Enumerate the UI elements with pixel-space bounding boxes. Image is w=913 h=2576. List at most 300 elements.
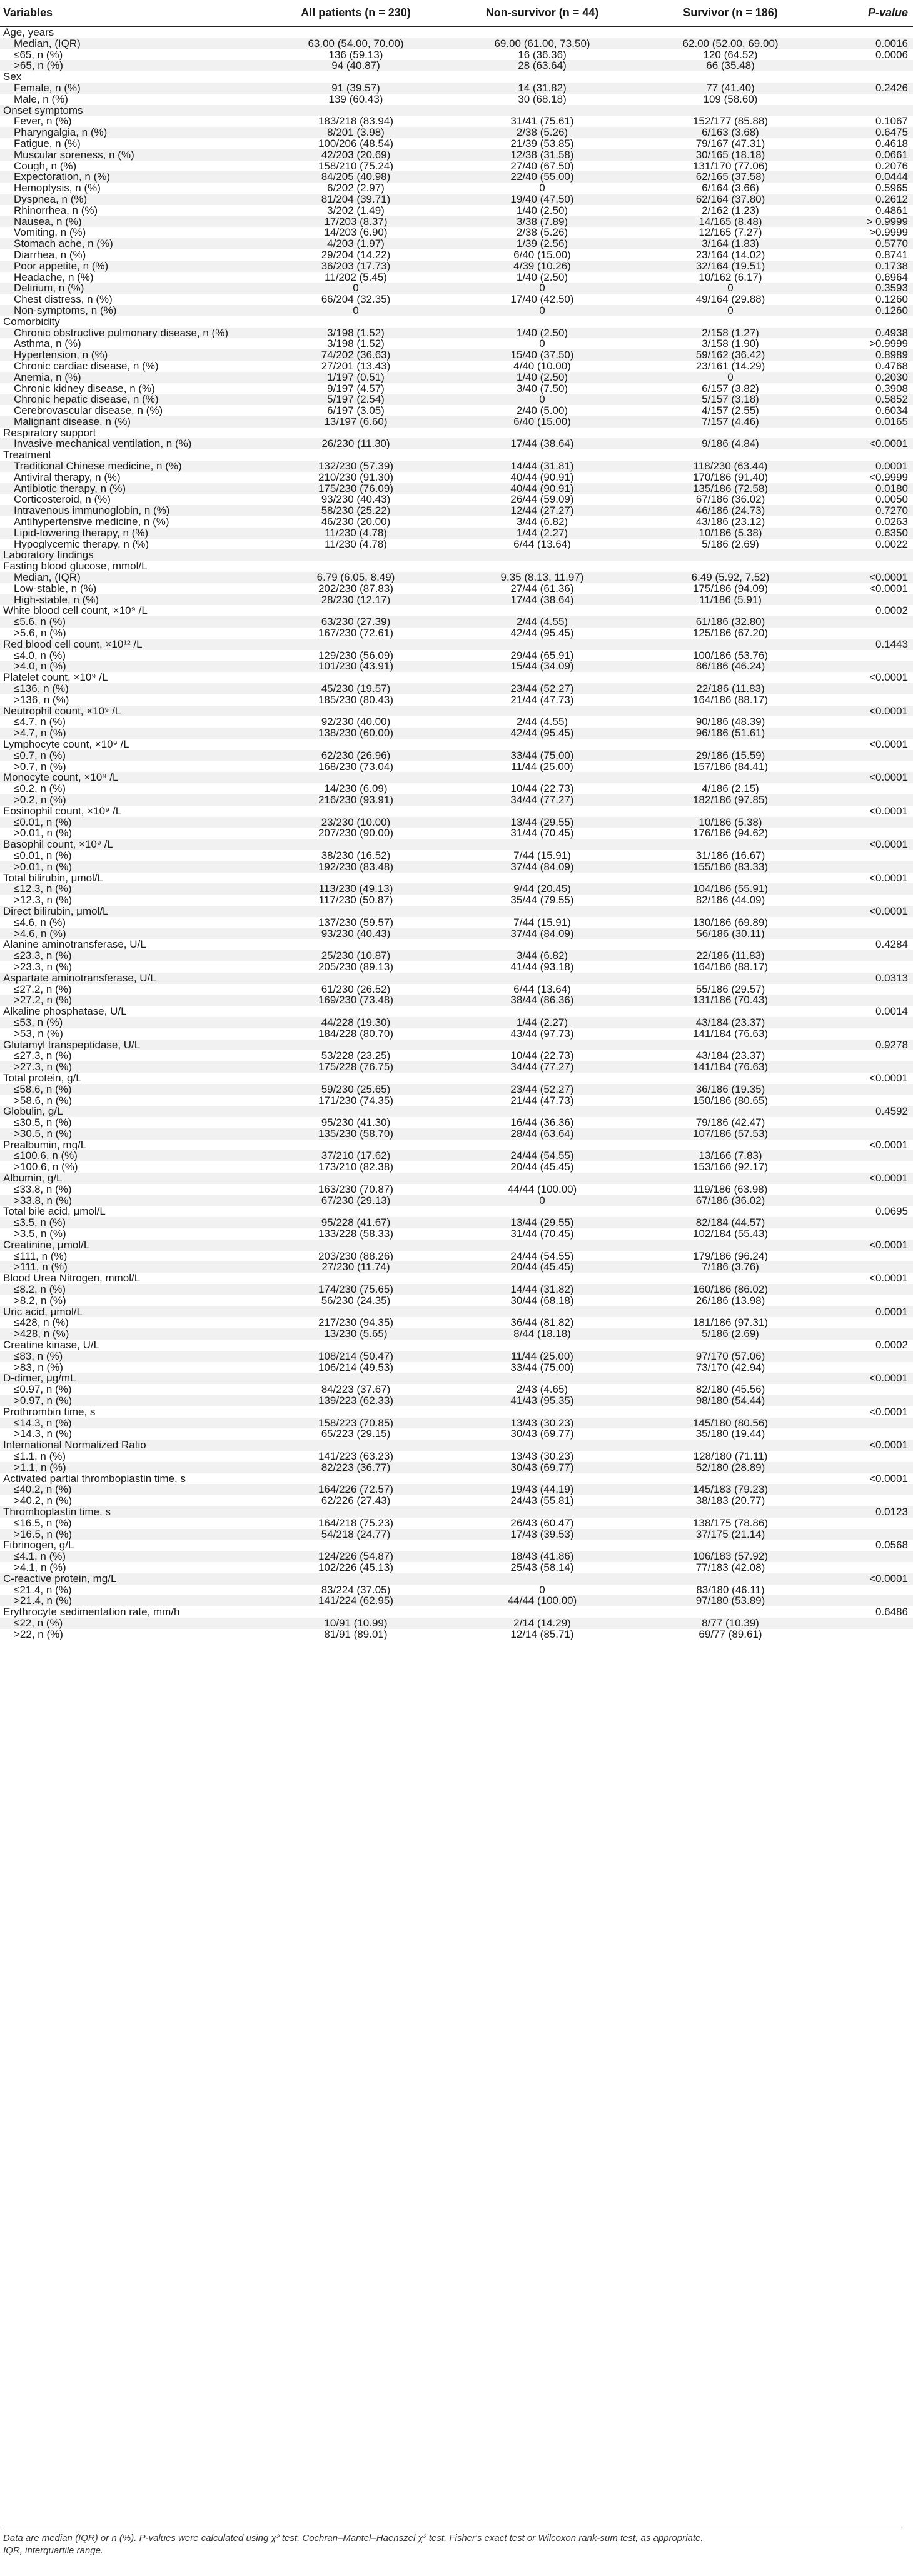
- cell-survivor: [635, 973, 825, 984]
- cell-survivor: [635, 772, 825, 783]
- cell-survivor: 77/183 (42.08): [695, 1561, 765, 1573]
- cell-p-value: [825, 917, 913, 928]
- row-label: >83, n (%): [14, 1361, 63, 1373]
- cell-non-survivor: 10/44 (22.73): [510, 1050, 574, 1062]
- cell-p-value: [825, 1017, 913, 1028]
- cell-all-patients: [263, 1340, 449, 1351]
- cell-survivor: 131/170 (77.06): [692, 160, 769, 172]
- table-row: [0, 1529, 913, 1540]
- cell-non-survivor: 13/44 (29.55): [449, 1217, 635, 1228]
- row-label: Basophil count, ×10⁹ /L: [0, 839, 263, 850]
- cell-survivor: 55/186 (29.57): [695, 983, 765, 995]
- cell-all-patients: 11/230 (4.78): [325, 538, 387, 550]
- row-label: >111, n (%): [0, 1261, 263, 1273]
- row-label: Blood Urea Nitrogen, mmol/L: [3, 1273, 141, 1285]
- row-label: Fatigue, n (%): [14, 138, 81, 149]
- section-row: [0, 739, 913, 750]
- table-row: [0, 1150, 913, 1161]
- cell-p-value: 0.0444: [825, 171, 913, 183]
- cell-survivor: [635, 71, 825, 83]
- cell-survivor: 104/186 (55.91): [635, 883, 825, 895]
- cell-survivor: [635, 1240, 825, 1251]
- cell-p-value: <0.0001: [869, 1406, 908, 1418]
- cell-p-value: [825, 1529, 913, 1540]
- cell-survivor: [635, 839, 825, 850]
- row-label: D-dimer, μg/mL: [0, 1373, 263, 1384]
- row-label: >4.0, n (%): [0, 661, 263, 672]
- cell-non-survivor: [449, 1440, 635, 1451]
- cell-non-survivor: 33/44 (75.00): [449, 750, 635, 761]
- cell-non-survivor: 24/44 (54.55): [510, 1250, 574, 1262]
- table-row: [0, 1462, 913, 1473]
- section-row: [0, 428, 913, 439]
- cell-non-survivor: 34/44 (77.27): [449, 1061, 635, 1073]
- cell-non-survivor: 12/14 (85.71): [510, 1628, 574, 1640]
- row-label: Creatinine, μmol/L: [0, 1240, 263, 1251]
- cell-p-value: [825, 26, 913, 38]
- table-row: [0, 483, 913, 494]
- cell-p-value: [825, 1551, 913, 1562]
- cell-all-patients: 38/230 (16.52): [321, 849, 391, 861]
- section-row: [0, 316, 913, 328]
- row-label: ≤4.6, n (%): [14, 916, 66, 928]
- cell-survivor: 52/180 (28.89): [635, 1462, 825, 1473]
- cell-non-survivor: 23/44 (52.27): [449, 1084, 635, 1095]
- table-row: [0, 1228, 913, 1240]
- row-label: >27.2, n (%): [0, 995, 263, 1006]
- row-label: >1.1, n (%): [0, 1462, 263, 1473]
- table-row: [0, 1251, 913, 1262]
- cell-non-survivor: [449, 906, 635, 917]
- cell-non-survivor: 3/44 (6.82): [516, 516, 568, 528]
- cell-survivor: [635, 1373, 825, 1384]
- cell-p-value: 0.0123: [825, 1506, 913, 1518]
- cell-p-value: 0.0001: [825, 461, 913, 472]
- cell-non-survivor: 9/44 (20.45): [449, 883, 635, 895]
- cell-all-patients: 171/230 (74.35): [318, 1095, 394, 1106]
- table-row: [0, 594, 913, 606]
- cell-all-patients: [263, 1573, 449, 1585]
- cell-all-patients: 91 (39.57): [263, 83, 449, 94]
- cell-p-value: [825, 105, 913, 116]
- row-label: Invasive mechanical ventilation, n (%): [0, 438, 263, 449]
- row-label: Chronic hepatic disease, n (%): [0, 394, 263, 405]
- header-row: [0, 0, 913, 26]
- cell-survivor: [635, 906, 825, 917]
- row-label: >40.2, n (%): [14, 1495, 73, 1506]
- section-row: [0, 706, 913, 717]
- cell-p-value: [825, 616, 913, 628]
- cell-survivor: 164/186 (88.17): [692, 694, 769, 706]
- row-label: ≤14.3, n (%): [0, 1418, 263, 1429]
- row-label: ≤12.3, n (%): [0, 883, 263, 895]
- cell-p-value: 0.4938: [825, 328, 913, 339]
- cell-non-survivor: 40/44 (90.91): [449, 483, 635, 494]
- cell-non-survivor: 21/39 (53.85): [510, 138, 574, 149]
- table-row: [0, 1317, 913, 1328]
- cell-non-survivor: 19/40 (47.50): [449, 194, 635, 205]
- cell-all-patients: 36/203 (17.73): [263, 261, 449, 272]
- table-row: [0, 516, 913, 528]
- cell-non-survivor: [449, 1106, 635, 1117]
- cell-all-patients: [263, 1440, 449, 1451]
- table-row: [0, 928, 913, 940]
- cell-all-patients: [263, 1506, 449, 1518]
- cell-all-patients: [263, 672, 449, 683]
- cell-non-survivor: 15/40 (37.50): [449, 349, 635, 361]
- cell-survivor: [635, 1506, 825, 1518]
- cell-p-value: 0.2612: [825, 194, 913, 205]
- cell-survivor: 12/165 (7.27): [699, 227, 762, 239]
- cell-all-patients: 61/230 (26.52): [321, 983, 391, 995]
- table-row: [0, 995, 913, 1006]
- cell-non-survivor: 40/44 (90.91): [510, 471, 574, 483]
- cell-p-value: [825, 60, 913, 71]
- cell-non-survivor: 14/44 (31.82): [449, 1284, 635, 1295]
- cell-p-value: > 0.9999: [825, 216, 913, 228]
- row-label: Creatine kinase, U/L: [3, 1340, 100, 1351]
- section-row: [0, 973, 913, 984]
- cell-all-patients: 26/230 (11.30): [263, 438, 449, 449]
- row-label: ≤4.7, n (%): [14, 716, 66, 728]
- row-label: Hypertension, n (%): [0, 349, 263, 361]
- cell-p-value: 0.2076: [875, 160, 908, 172]
- cell-all-patients: 184/228 (80.70): [318, 1028, 394, 1040]
- cell-survivor: 77 (41.40): [635, 83, 825, 94]
- cell-p-value: <0.0001: [825, 839, 913, 850]
- cell-p-value: [825, 1629, 913, 1640]
- row-label: Chronic kidney disease, n (%): [14, 383, 155, 394]
- cell-all-patients: 158/210 (75.24): [318, 160, 394, 172]
- cell-p-value: 0.0661: [825, 149, 913, 161]
- cell-all-patients: [263, 639, 449, 650]
- cell-non-survivor: 41/44 (93.18): [510, 961, 574, 973]
- cell-non-survivor: 22/40 (55.00): [449, 171, 635, 183]
- row-label: >5.6, n (%): [14, 628, 66, 639]
- row-label: Male, n (%): [14, 93, 68, 105]
- row-label: ≤16.5, n (%): [14, 1517, 72, 1529]
- cell-p-value: <0.0001: [825, 572, 913, 583]
- table-row: [0, 1428, 913, 1440]
- cell-non-survivor: [449, 1040, 635, 1051]
- cell-p-value: [825, 549, 913, 561]
- cell-non-survivor: 35/44 (79.55): [510, 895, 574, 906]
- row-label: Treatment: [3, 449, 51, 461]
- section-row: [0, 939, 913, 950]
- cell-survivor: 7/157 (4.46): [635, 416, 825, 428]
- cell-p-value: [825, 995, 913, 1006]
- cell-non-survivor: 14/44 (31.81): [449, 461, 635, 472]
- cell-non-survivor: 42/44 (95.45): [449, 728, 635, 739]
- cell-non-survivor: 1/40 (2.50): [516, 271, 568, 283]
- cell-all-patients: 205/230 (89.13): [318, 961, 394, 973]
- row-label: Expectoration, n (%): [0, 171, 263, 183]
- cell-all-patients: 94 (40.87): [263, 60, 449, 71]
- cell-p-value: <0.0001: [825, 1173, 913, 1184]
- cell-survivor: 130/186 (69.89): [692, 916, 769, 928]
- cell-all-patients: 169/230 (73.48): [263, 995, 449, 1006]
- cell-non-survivor: 17/43 (39.53): [449, 1529, 635, 1540]
- cell-survivor: 97/170 (57.06): [635, 1351, 825, 1362]
- row-label: Non-symptoms, n (%): [0, 305, 263, 316]
- cell-p-value: [825, 750, 913, 761]
- cell-p-value: <0.0001: [825, 772, 913, 783]
- table-row: [0, 294, 913, 305]
- section-row: [0, 806, 913, 817]
- cell-all-patients: 54/218 (24.77): [263, 1529, 449, 1540]
- cell-survivor: 38/183 (20.77): [695, 1495, 765, 1506]
- cell-non-survivor: [449, 1606, 635, 1618]
- cell-non-survivor: 1/40 (2.50): [449, 372, 635, 383]
- cell-all-patients: 83/224 (37.05): [321, 1584, 391, 1596]
- table-row: [0, 461, 913, 472]
- cell-survivor: 56/186 (30.11): [635, 928, 825, 940]
- cell-survivor: [635, 1340, 825, 1351]
- cell-all-patients: 175/230 (76.09): [263, 483, 449, 494]
- table-row: [0, 1095, 913, 1106]
- row-label: Median, (IQR): [0, 38, 263, 49]
- row-label: Thromboplastin time, s: [0, 1506, 263, 1518]
- cell-non-survivor: 3/44 (6.82): [449, 950, 635, 961]
- table-row: [0, 494, 913, 505]
- cell-survivor: 98/180 (54.44): [635, 1395, 825, 1406]
- row-label: Albumin, g/L: [0, 1173, 263, 1184]
- row-label: >53, n (%): [14, 1028, 63, 1040]
- table-row: [0, 1161, 913, 1173]
- cell-p-value: 0.6964: [875, 271, 908, 283]
- cell-p-value: <0.0001: [869, 805, 908, 817]
- cell-p-value: [825, 1462, 913, 1473]
- row-label: Antibiotic therapy, n (%): [0, 483, 263, 494]
- table-row: [0, 750, 913, 761]
- cell-all-patients: 3/198 (1.52): [263, 328, 449, 339]
- cell-non-survivor: 29/44 (65.91): [510, 649, 574, 661]
- row-label: Asthma, n (%): [14, 338, 81, 350]
- cell-non-survivor: [449, 1140, 635, 1151]
- row-label: ≤33.8, n (%): [14, 1183, 72, 1195]
- cell-p-value: <0.0001: [869, 872, 908, 884]
- cell-all-patients: 3/198 (1.52): [327, 338, 385, 350]
- row-label: >4.6, n (%): [0, 928, 263, 940]
- cell-non-survivor: 21/44 (47.73): [510, 694, 574, 706]
- cell-survivor: 160/186 (86.02): [635, 1284, 825, 1295]
- table-row: [0, 505, 913, 516]
- table-row: [0, 828, 913, 839]
- cell-all-patients: [263, 772, 449, 783]
- cell-survivor: 4/186 (2.15): [702, 783, 759, 794]
- cell-non-survivor: [449, 1540, 635, 1551]
- cell-p-value: [825, 1061, 913, 1073]
- cell-non-survivor: 37/44 (84.09): [449, 928, 635, 940]
- cell-all-patients: 25/230 (10.87): [263, 950, 449, 961]
- cell-survivor: 66 (35.48): [635, 60, 825, 71]
- cell-survivor: 43/184 (23.37): [695, 1050, 765, 1062]
- section-row: [0, 1273, 913, 1284]
- row-label: Chronic obstructive pulmonary disease, n (%): [0, 328, 263, 339]
- row-label: ≤136, n (%): [0, 683, 263, 694]
- cell-all-patients: [263, 561, 449, 572]
- cell-p-value: [825, 895, 913, 906]
- cell-p-value: 0.6034: [875, 405, 908, 416]
- cell-non-survivor: [449, 549, 635, 561]
- row-label: Fibrinogen, g/L: [3, 1540, 74, 1551]
- cell-survivor: [635, 873, 825, 884]
- table-row: [0, 728, 913, 739]
- cell-non-survivor: 28/44 (63.64): [449, 1128, 635, 1140]
- cell-p-value: <0.0001: [869, 1273, 908, 1285]
- cell-non-survivor: 0: [449, 1195, 635, 1206]
- cell-non-survivor: 36/44 (81.82): [510, 1317, 574, 1329]
- row-label: Onset symptoms: [0, 105, 263, 116]
- cell-p-value: 0.4592: [825, 1106, 913, 1117]
- cell-all-patients: 53/228 (23.25): [321, 1050, 391, 1062]
- table-row: [0, 472, 913, 483]
- table-row: [0, 1495, 913, 1506]
- section-row: [0, 1606, 913, 1618]
- cell-survivor: 10/186 (5.38): [635, 528, 825, 539]
- cell-non-survivor: 18/43 (41.86): [449, 1551, 635, 1562]
- cell-survivor: 141/184 (76.63): [692, 1028, 769, 1040]
- cell-survivor: 176/186 (94.62): [692, 828, 769, 839]
- table-row: [0, 238, 913, 249]
- cell-all-patients: 59/230 (25.65): [263, 1084, 449, 1095]
- cell-all-patients: [263, 1140, 449, 1151]
- cell-survivor: 182/186 (97.85): [635, 794, 825, 806]
- table-row: [0, 817, 913, 828]
- table-row: [0, 49, 913, 61]
- table-row: [0, 794, 913, 806]
- cell-non-survivor: 0: [539, 183, 545, 194]
- cell-p-value: [825, 1161, 913, 1173]
- row-label: ≤27.2, n (%): [14, 983, 72, 995]
- cell-survivor: 22/186 (11.83): [635, 683, 825, 694]
- cell-non-survivor: 12/44 (27.27): [449, 505, 635, 516]
- cell-non-survivor: [449, 1340, 635, 1351]
- cell-non-survivor: 13/43 (30.23): [449, 1418, 635, 1429]
- section-row: [0, 26, 913, 38]
- cell-p-value: 0.1443: [825, 639, 913, 650]
- cell-all-patients: 37/210 (17.62): [263, 1150, 449, 1161]
- row-label: Monocyte count, ×10⁹ /L: [0, 772, 263, 783]
- table-row: [0, 405, 913, 416]
- cell-p-value: [825, 1261, 913, 1273]
- cell-all-patients: [263, 1406, 449, 1418]
- table-row: [0, 349, 913, 361]
- cell-p-value: <0.0001: [869, 739, 908, 750]
- table-row: [0, 683, 913, 694]
- row-label: Delirium, n (%): [0, 283, 263, 294]
- cell-all-patients: 164/226 (72.57): [263, 1484, 449, 1495]
- cell-non-survivor: 1/40 (2.50): [516, 204, 568, 216]
- cell-all-patients: 84/205 (40.98): [263, 171, 449, 183]
- table-row: [0, 1217, 913, 1228]
- cell-survivor: [635, 1306, 825, 1318]
- cell-non-survivor: 41/43 (95.35): [449, 1395, 635, 1406]
- cell-all-patients: 138/230 (60.00): [263, 728, 449, 739]
- cell-all-patients: 23/230 (10.00): [263, 817, 449, 828]
- cell-survivor: 10/186 (5.38): [635, 817, 825, 828]
- cell-non-survivor: 30/43 (69.77): [510, 1428, 574, 1440]
- cell-all-patients: 58/230 (25.22): [263, 505, 449, 516]
- row-label: Total bilirubin, μmol/L: [3, 872, 104, 884]
- row-label: ≤23.3, n (%): [0, 950, 263, 961]
- cell-p-value: [825, 1228, 913, 1240]
- cell-survivor: 155/186 (83.33): [635, 861, 825, 873]
- section-row: [0, 1140, 913, 1151]
- cell-p-value: <0.0001: [825, 706, 913, 717]
- cell-survivor: 73/170 (42.94): [695, 1361, 765, 1373]
- row-label: Dyspnea, n (%): [0, 194, 263, 205]
- cell-survivor: 6/163 (3.68): [635, 127, 825, 138]
- cell-non-survivor: 16 (36.36): [518, 49, 567, 61]
- cell-all-patients: 67/230 (29.13): [263, 1195, 449, 1206]
- table-row: [0, 328, 913, 339]
- cell-non-survivor: [449, 561, 635, 572]
- section-row: [0, 839, 913, 850]
- cell-survivor: 22/186 (11.83): [635, 950, 825, 961]
- cell-survivor: [635, 939, 825, 950]
- cell-non-survivor: 0: [539, 1584, 545, 1596]
- cell-non-survivor: [449, 71, 635, 83]
- cell-non-survivor: 27/44 (61.36): [510, 583, 574, 594]
- cell-survivor: 9/186 (4.84): [635, 438, 825, 449]
- cell-all-patients: 217/230 (94.35): [318, 1317, 394, 1329]
- table-row: [0, 394, 913, 405]
- cell-all-patients: 6/202 (2.97): [327, 183, 385, 194]
- cell-p-value: [825, 1317, 913, 1328]
- table-row: [0, 1362, 913, 1373]
- cell-p-value: [825, 861, 913, 873]
- cell-all-patients: 13/197 (6.60): [263, 416, 449, 428]
- cell-all-patients: 6/197 (3.05): [327, 405, 385, 416]
- cell-all-patients: 135/230 (58.70): [263, 1128, 449, 1140]
- table-row: [0, 383, 913, 394]
- row-label: >27.3, n (%): [0, 1061, 263, 1073]
- cell-all-patients: [263, 873, 449, 884]
- cell-all-patients: [263, 1206, 449, 1217]
- cell-survivor: 6.49 (5.92, 7.52): [635, 572, 825, 583]
- cell-non-survivor: 6/40 (15.00): [513, 249, 571, 261]
- cell-non-survivor: 6/44 (13.64): [513, 983, 571, 995]
- cell-p-value: [825, 71, 913, 83]
- cell-non-survivor: [449, 26, 635, 38]
- cell-all-patients: [263, 316, 449, 328]
- cell-survivor: [635, 1006, 825, 1017]
- cell-non-survivor: 34/44 (77.27): [449, 794, 635, 806]
- cell-all-patients: 13/230 (5.65): [263, 1328, 449, 1340]
- cell-non-survivor: 13/44 (29.55): [449, 817, 635, 828]
- cell-non-survivor: 10/44 (22.73): [510, 783, 574, 794]
- cell-p-value: [825, 1195, 913, 1206]
- cell-non-survivor: 2/44 (4.55): [516, 716, 568, 728]
- cell-p-value: [825, 1328, 913, 1340]
- header-p-value: P-value: [825, 0, 913, 26]
- cell-survivor: 5/186 (2.69): [635, 1328, 825, 1340]
- cell-non-survivor: 11/44 (25.00): [449, 1351, 635, 1362]
- cell-all-patients: [263, 706, 449, 717]
- cell-all-patients: 29/204 (14.22): [321, 249, 391, 261]
- cell-survivor: 128/180 (71.11): [693, 1451, 768, 1462]
- row-label: Stomach ache, n (%): [0, 238, 263, 249]
- row-label: >100.6, n (%): [14, 1161, 78, 1173]
- cell-p-value: [825, 1217, 913, 1228]
- cell-all-patients: [263, 839, 449, 850]
- table-row: [0, 116, 913, 127]
- row-label: Platelet count, ×10⁹ /L: [3, 672, 108, 684]
- table-row: [0, 1418, 913, 1429]
- row-label: Malignant disease, n (%): [0, 416, 263, 428]
- row-label: International Normalized Ratio: [0, 1440, 263, 1451]
